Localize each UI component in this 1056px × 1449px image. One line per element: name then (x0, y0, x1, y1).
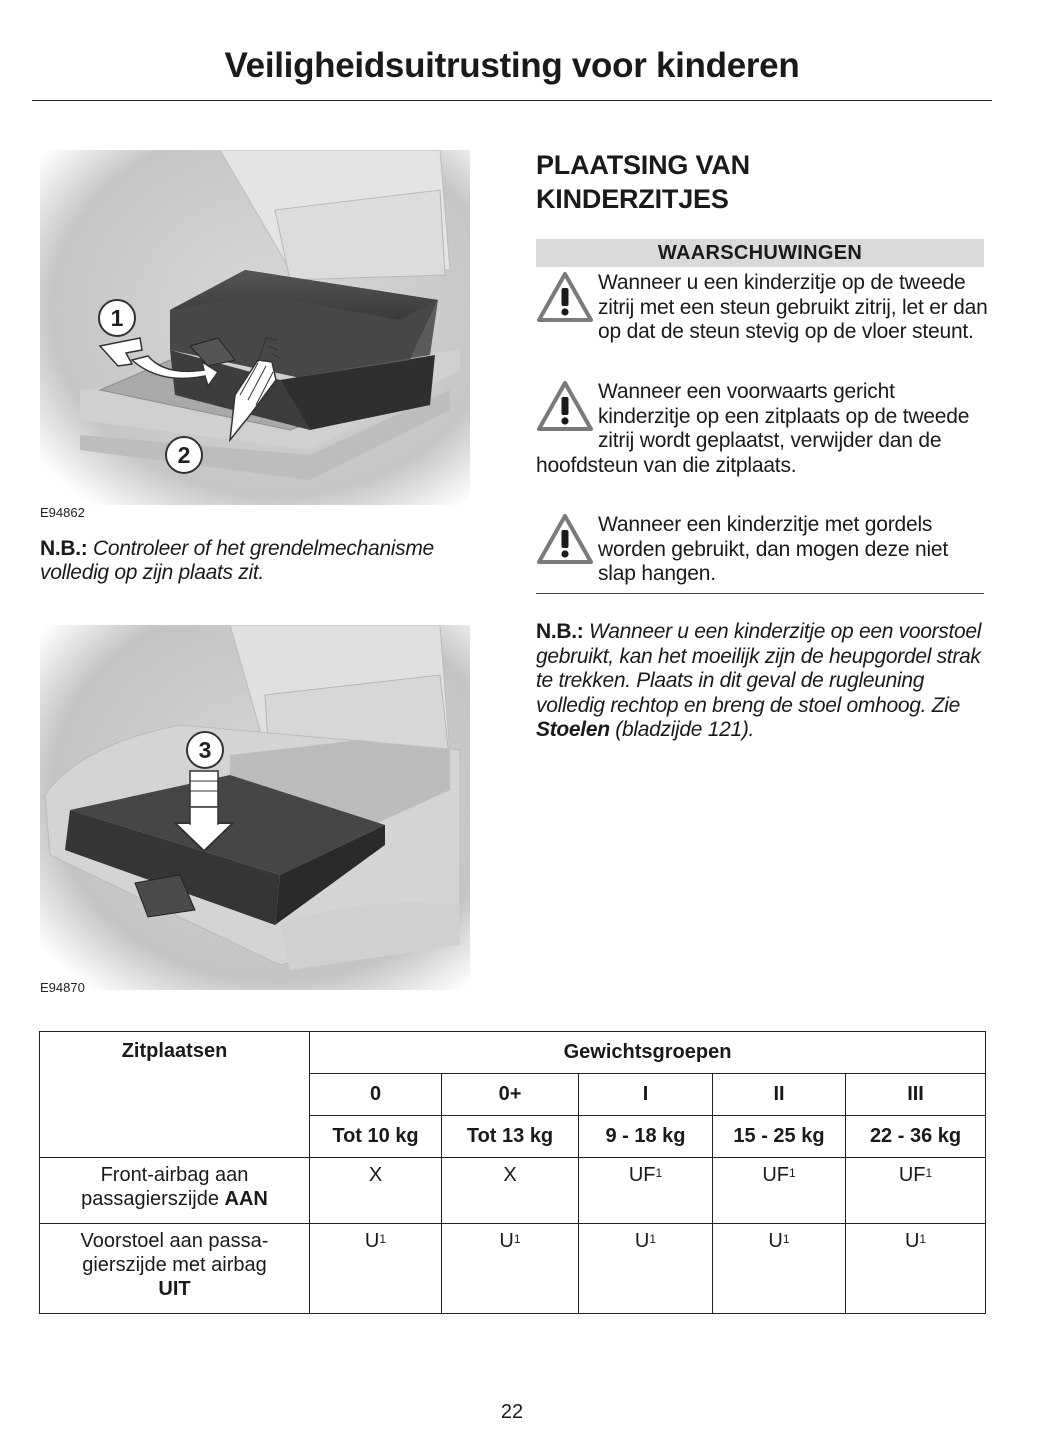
table-row (40, 1158, 986, 1224)
warning-item (536, 380, 988, 478)
row-label-bold: UIT (158, 1278, 191, 1300)
cell-value: X (368, 1164, 383, 1186)
group-header: 0+ (442, 1074, 579, 1116)
warning-text: Wanneer u een kinderzitje op de tweede zitrij met een steun gebruikt zitrij, let er dan op dat de steun stevig op de vloer steunt. (598, 271, 988, 343)
cell-value: U (364, 1230, 380, 1252)
cell-value: UF (898, 1164, 926, 1186)
page-title: Veiligheidsuitrusting voor kinderen (224, 46, 800, 85)
weight-header: Tot 10 kg (310, 1116, 442, 1158)
cell-value: UF (628, 1164, 656, 1186)
figure-seat-unlock (40, 150, 470, 505)
cell-footnote: 1 (655, 1166, 663, 1180)
table-cell (713, 1224, 846, 1314)
cell-footnote: 1 (379, 1232, 387, 1246)
table-cell (579, 1158, 713, 1224)
note-latch (40, 537, 500, 585)
page-number: 22 (500, 1401, 524, 1423)
cell-footnote: 1 (788, 1166, 796, 1180)
group-header: 0 (310, 1074, 442, 1116)
row-label (40, 1224, 310, 1314)
note-text: Controleer of het grendelmechanisme volledig op zijn plaats zit. (40, 537, 434, 584)
note-page-ref: (bladzijde 121). (615, 718, 755, 741)
table-cell (442, 1224, 579, 1314)
group-header: II (713, 1074, 846, 1116)
warning-triangle-icon (536, 513, 594, 565)
section-heading (536, 148, 986, 216)
cell-value: UF (762, 1164, 789, 1186)
table-cell (846, 1158, 986, 1224)
note-see: Zie (931, 693, 961, 717)
callout-2-label: 2 (177, 442, 191, 468)
row-label-line: Voorstoel aan passa- (80, 1230, 269, 1252)
row-label-line: Front-airbag aan (100, 1164, 249, 1186)
weight-header: 9 - 18 kg (579, 1116, 713, 1158)
warning-text: Wanneer een kinderzitje met gordels worden gebruikt, dan mogen deze niet slap hangen. (598, 513, 949, 585)
note-label: N.B.: (536, 620, 584, 643)
cell-value: U (768, 1230, 783, 1252)
group-header: III (846, 1074, 986, 1116)
cell-footnote: 1 (925, 1166, 933, 1180)
cell-footnote: 1 (649, 1232, 657, 1246)
table-cell (846, 1224, 986, 1314)
warning-triangle-icon (536, 380, 594, 432)
table-cell (579, 1224, 713, 1314)
header-seat-positions: Zitplaatsen (40, 1032, 310, 1158)
cell-value: U (904, 1230, 920, 1252)
cell-value: U (634, 1230, 650, 1252)
callout-3-label: 3 (198, 737, 212, 763)
cell-value: U (499, 1230, 514, 1252)
weight-groups-table (39, 1031, 986, 1314)
weight-header: 15 - 25 kg (713, 1116, 846, 1158)
link-stoelen[interactable]: Stoelen (536, 718, 610, 741)
figure-code: E94862 (40, 505, 85, 520)
warning-item (536, 271, 988, 345)
table-cell (442, 1158, 579, 1224)
figure-seat-press (40, 625, 470, 990)
title-divider (32, 100, 992, 101)
warning-text: Wanneer een voorwaarts gericht kinderzitje op een zitplaats op de tweede zitrij wordt geplaatst, verwijder dan de hoofdsteun van die zitplaats. (536, 380, 970, 477)
row-label-line: gierszijde met airbag (82, 1254, 267, 1276)
table-cell (713, 1158, 846, 1224)
cell-footnote: 1 (513, 1232, 521, 1246)
seat-cushion-press-down-illustration (40, 625, 470, 990)
note-label: N.B.: (40, 537, 88, 560)
row-label-line: passagierszijde (81, 1188, 219, 1210)
row-label-bold: AAN (224, 1188, 268, 1210)
note-front-seat (536, 620, 992, 743)
warning-item (536, 513, 988, 587)
cell-footnote: 1 (782, 1232, 790, 1246)
cell-footnote: 1 (919, 1232, 927, 1246)
weight-header: Tot 13 kg (442, 1116, 579, 1158)
row-label (40, 1158, 310, 1224)
cell-value: X (503, 1164, 517, 1186)
section-heading-line1: PLAATSING VAN (536, 150, 750, 180)
header-weight-groups: Gewichtsgroepen (310, 1032, 986, 1074)
note-text: Wanneer u een kinderzitje op een voorstoel gebruikt, kan het moeilijk zijn de heupgordel strak te trekken. Plaats in dit geval de rugleuning volledig rechtop en breng de stoel omhoog. (536, 620, 982, 717)
table-cell (310, 1158, 442, 1224)
seat-cushion-unlock-illustration (40, 150, 470, 505)
warning-triangle-icon (536, 271, 594, 323)
figure-code: E94870 (40, 980, 85, 995)
section-heading-line2: KINDERZITJES (536, 184, 729, 214)
callout-1-label: 1 (110, 305, 124, 331)
warnings-header: WAARSCHUWINGEN (536, 239, 984, 267)
table-cell (310, 1224, 442, 1314)
warnings-divider (536, 593, 984, 594)
group-header: I (579, 1074, 713, 1116)
table-row (40, 1224, 986, 1314)
weight-header: 22 - 36 kg (846, 1116, 986, 1158)
